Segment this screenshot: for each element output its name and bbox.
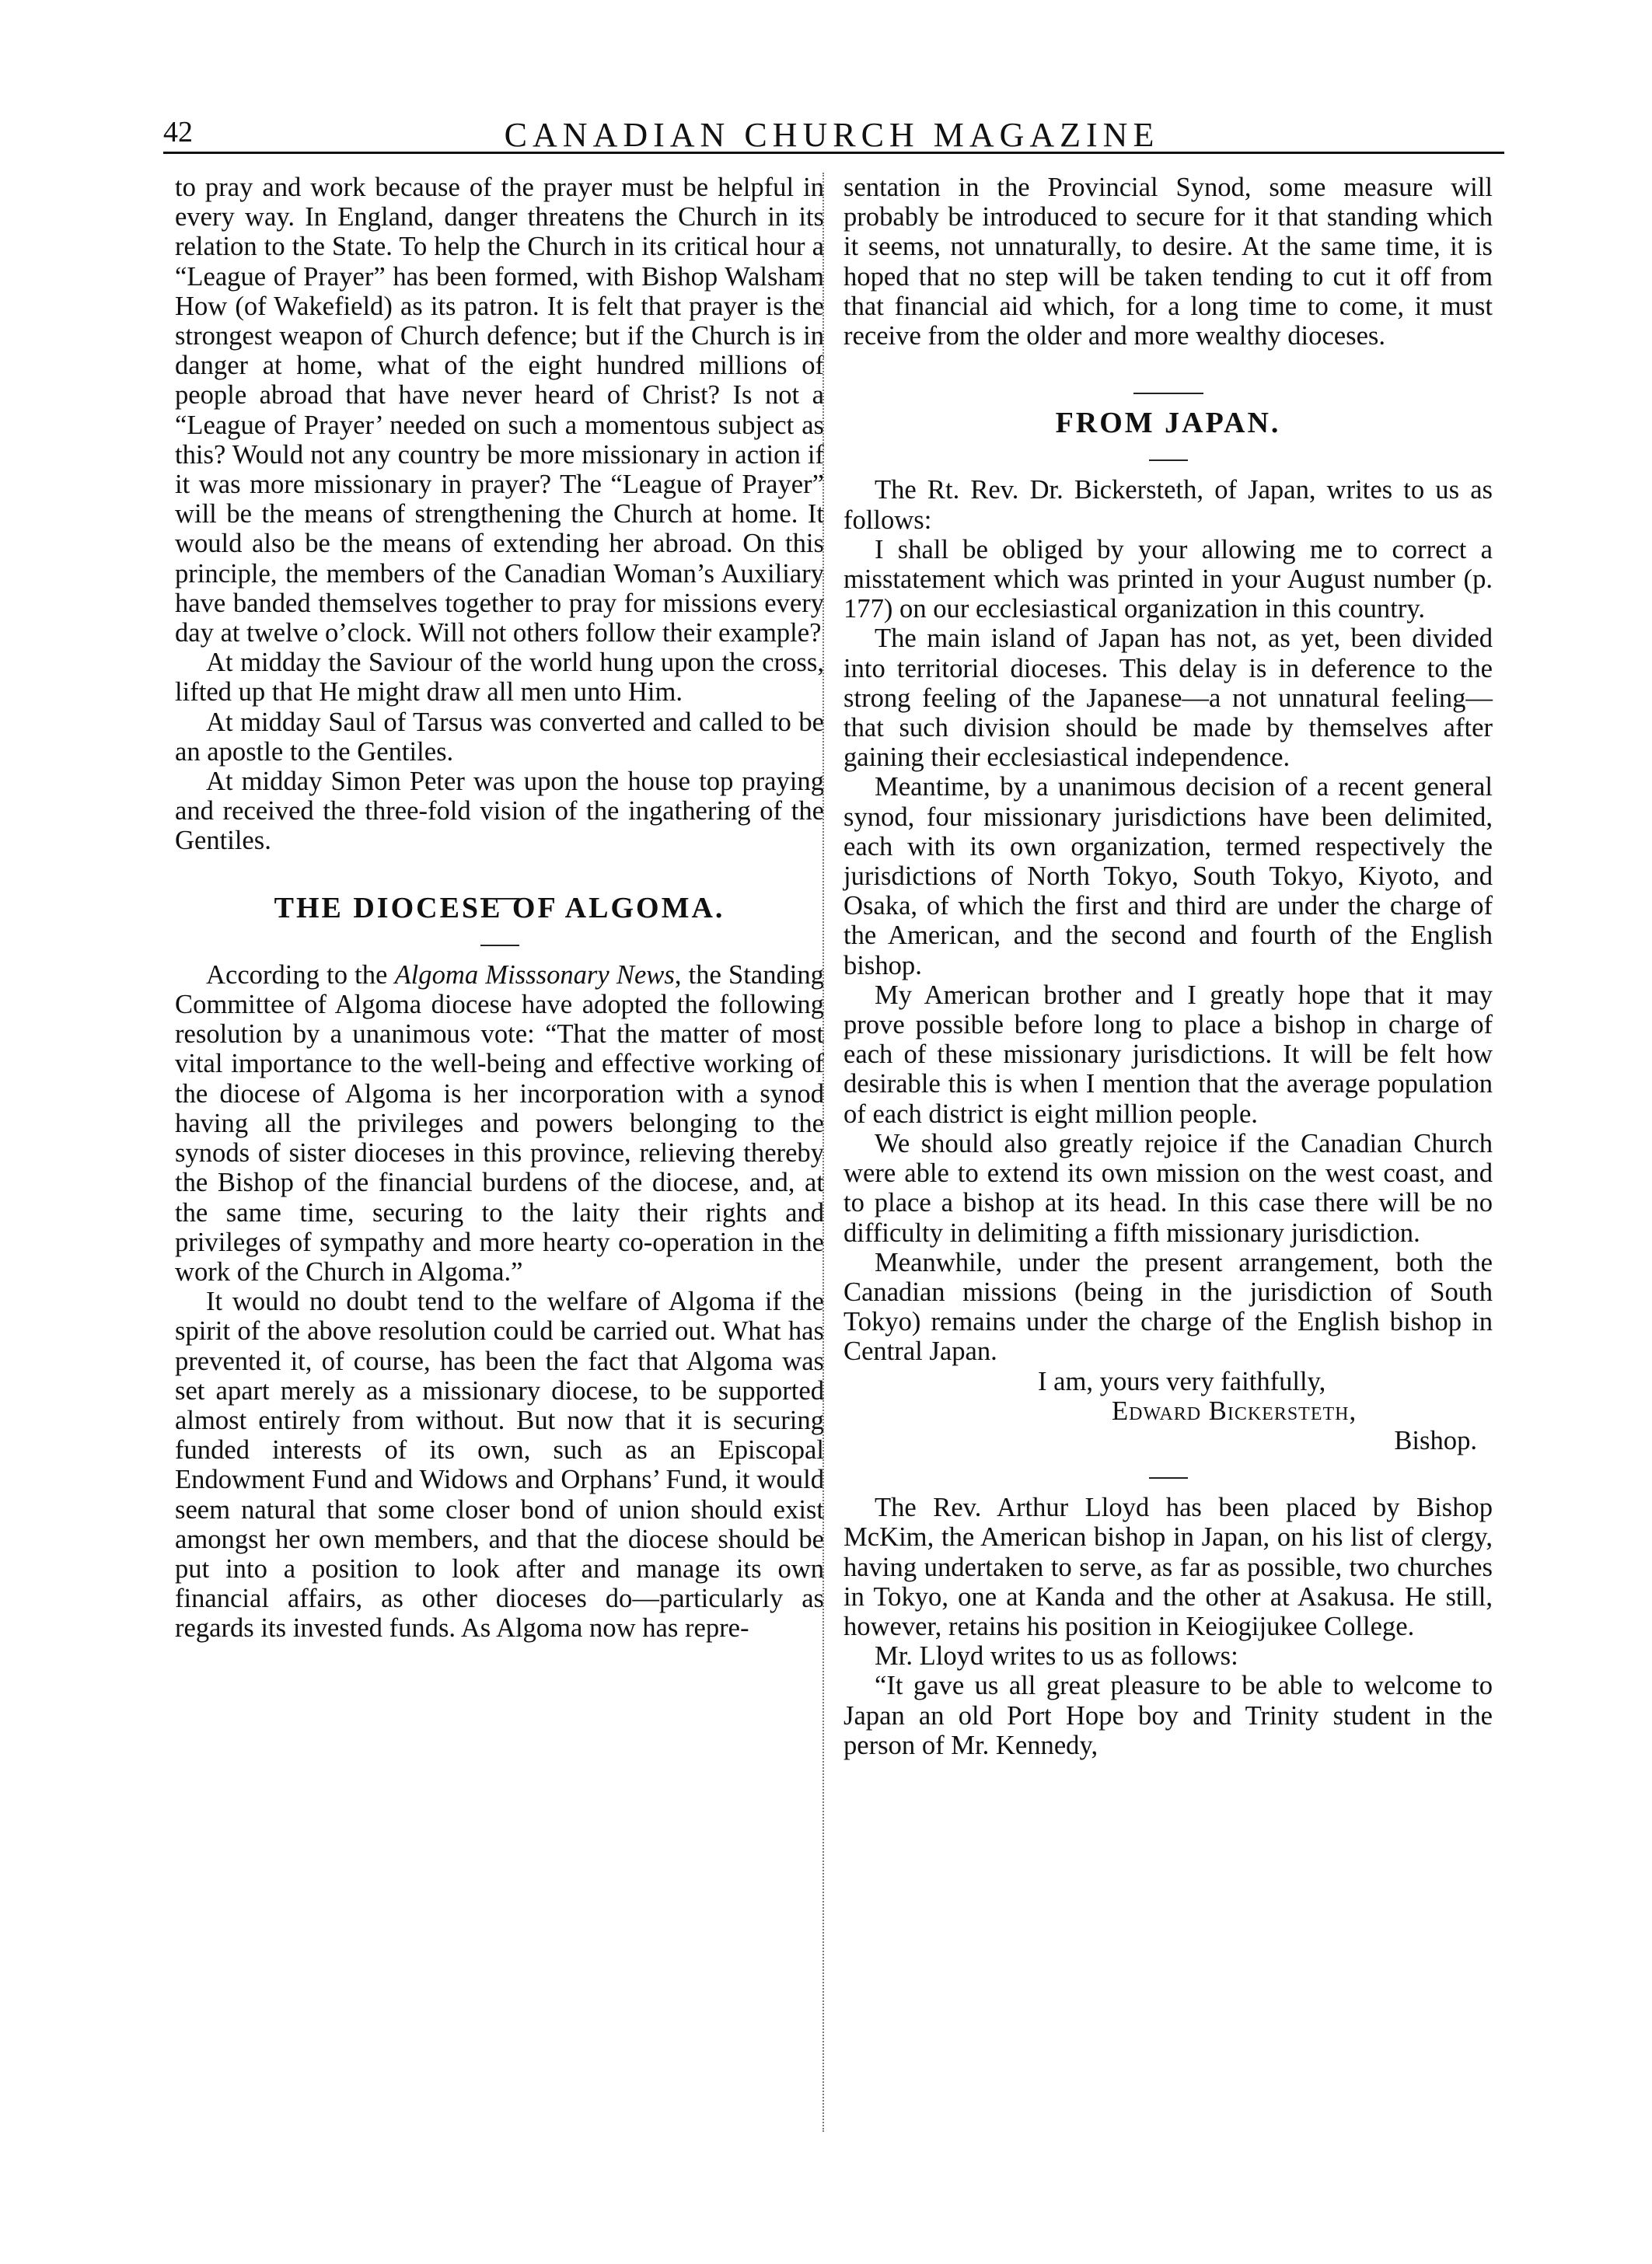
japan-paragraph-hope: My American brother and I greatly hope that it may prove possible before long to place a bishop in charge of each of these missionary jurisdictions. It will be felt how desirable this is when I mention that the average population of each district is eight million people. (843, 980, 1493, 1129)
midday-paragraph-saviour: At midday the Saviour of the world hung upon the cross, lifted up that He might draw all men unto Him. (175, 648, 824, 708)
signature-name: Edward Bickersteth, (1112, 1396, 1357, 1426)
signature-title: Bishop. (1394, 1425, 1477, 1455)
midday-paragraph-peter: At midday Simon Peter was upon the house top praying and received the three-fold vision of the ingathering of the Gentiles. (175, 767, 824, 856)
column-divider (823, 173, 824, 2132)
header-rule (163, 152, 1504, 154)
prayer-paragraph: to pray and work because of the prayer must be helpful in every way. In England, danger threatens the Church in its relation to the State. To help the Church in its critical hour a “League of Prayer” has been formed, with Bishop Walsham How (of Wakefield) as its patron. It is felt that prayer is the strongest weapon of Church defence; but if the Church is in danger at home, what of the eight hundred millions of people abroad that have never heard of Christ? Is not a “League of Prayer’ needed on such a momentous subject as this? Would not any country be more missionary in action if it was more missionary in prayer? The “League of Prayer” will be the means of strengthening the Church at home. It would also be the means of extending her abroad. On this principle, the members of the Canadian Woman’s Auxiliary have banded themselves together to pray for missions every day at twelve o’clock. Will not others follow their example? (175, 173, 824, 648)
running-title: CANADIAN CHURCH MAGAZINE (504, 116, 1160, 154)
section-ornament (175, 876, 824, 893)
japan-paragraph-jurisdictions: Meantime, by a unanimous decision of a recent general synod, four missionary jurisdictions have been delimited, each with its own organization, termed respectively the jurisdictions of North Tokyo, South Tokyo, Kiyoto, and Osaka, of which the first and third are under the charge of the American, and the second and fourth of the English bishop. (843, 772, 1493, 980)
lloyd-paragraph-quote: “It gave us all great pleasure to be able to welcome to Japan an old Port Hope boy and Trinity student in the person of Mr. Kennedy, (843, 1671, 1493, 1760)
japan-paragraph-correction: I shall be obliged by your allowing me to correct a misstatement which was printed in your August number (p. 177) on our ecclesiastical organization in this country. (843, 534, 1493, 624)
page-number: 42 (163, 116, 193, 148)
japan-paragraph-intro: The Rt. Rev. Dr. Bickersteth, of Japan, writes to us as follows: (843, 475, 1493, 535)
algoma-paragraph-continued: sentation in the Provincial Synod, some measure will probably be introduced to secure for it that standing which it seems, not unnaturally, to desire. At the same time, it is hoped that no step will be taken tending to cut it off from that financial aid which, for a long time to come, it must receive from the older and more wealthy dioceses. (843, 173, 1493, 351)
midday-paragraph-saul: At midday Saul of Tarsus was converted and called to be an apostle to the Gentiles. (175, 707, 824, 767)
section-heading-japan: FROM JAPAN. (1055, 407, 1281, 440)
right-column (843, 173, 1493, 1760)
japan-paragraph-dioceses: The main island of Japan has not, as yet, been divided into territorial dioceses. This delay is in deference to the strong feeling of the Japanese—a not unnatural feeling—that such division should be made by themselves after gaining their ecclesiastical independence. (843, 624, 1493, 773)
japan-paragraph-arrangement: Meanwhile, under the present arrangement, both the Canadian missions (being in the jurisdiction of South Tokyo) remains under the charge of the English bishop in Central Japan. (843, 1247, 1493, 1367)
algoma-paragraph-resolution: According to the Algoma Misssonary News, the Standing Committee of Algoma diocese have adopted the following resolution by a unanimous vote: “That the matter of most vital importance to the well-being and effective working of the diocese of Algoma is her incorporation with a synod having all the privileges and powers belonging to the synods of sister dioceses in this province, relieving thereby the Bishop of the financial burdens of the diocese, and, at the same time, securing to the laity their rights and privileges of sympathy and more hearty co-operation in the work of the Church in Algoma.” (175, 959, 824, 1287)
section-ornament (175, 923, 824, 940)
japan-paragraph-canadian-church: We should also greatly rejoice if the Canadian Church were able to extend its own mission on the west coast, and to place a bishop at its head. In this case there will be no difficulty in delimiting a fifth missionary jurisdiction. (843, 1128, 1493, 1248)
lloyd-paragraph-placement: The Rev. Arthur Lloyd has been placed by Bishop McKim, the American bishop in Japan, on his list of clergy, having undertaken to serve, as far as possible, two churches in Tokyo, one at Kanda and the other at Asakusa. He still, however, retains his position in Keiogijukee College. (843, 1493, 1493, 1641)
section-ornament (843, 438, 1493, 455)
lloyd-paragraph-intro: Mr. Lloyd writes to us as follows: (875, 1641, 1238, 1672)
publication-title: Algoma Misssonary News (394, 959, 675, 990)
algoma-paragraph-welfare: It would no doubt tend to the welfare of Algoma if the spirit of the above resolution could be carried out. What has prevented it, of course, has been the fact that Algoma was set apart merely as a missionary diocese, to be supported almost entirely from without. But now that it is securing funded interests of its own, such as an Episcopal Endowment Fund and Widows and Orphans’ Fund, it would seem natural that some closer bond of union should exist amongst her own members, and that the diocese should be put into a position to look after and manage its own financial affairs, as other dioceses do—particularly as regards its invested funds. As Algoma now has repre- (175, 1287, 824, 1644)
section-heading-algoma: THE DIOCESE OF ALGOMA. (274, 891, 725, 924)
section-ornament (843, 1455, 1493, 1473)
left-column (175, 173, 824, 1644)
section-ornament (843, 371, 1493, 388)
page-header (163, 115, 1500, 162)
signature-closing: I am, yours very faithfully, (1038, 1366, 1326, 1396)
